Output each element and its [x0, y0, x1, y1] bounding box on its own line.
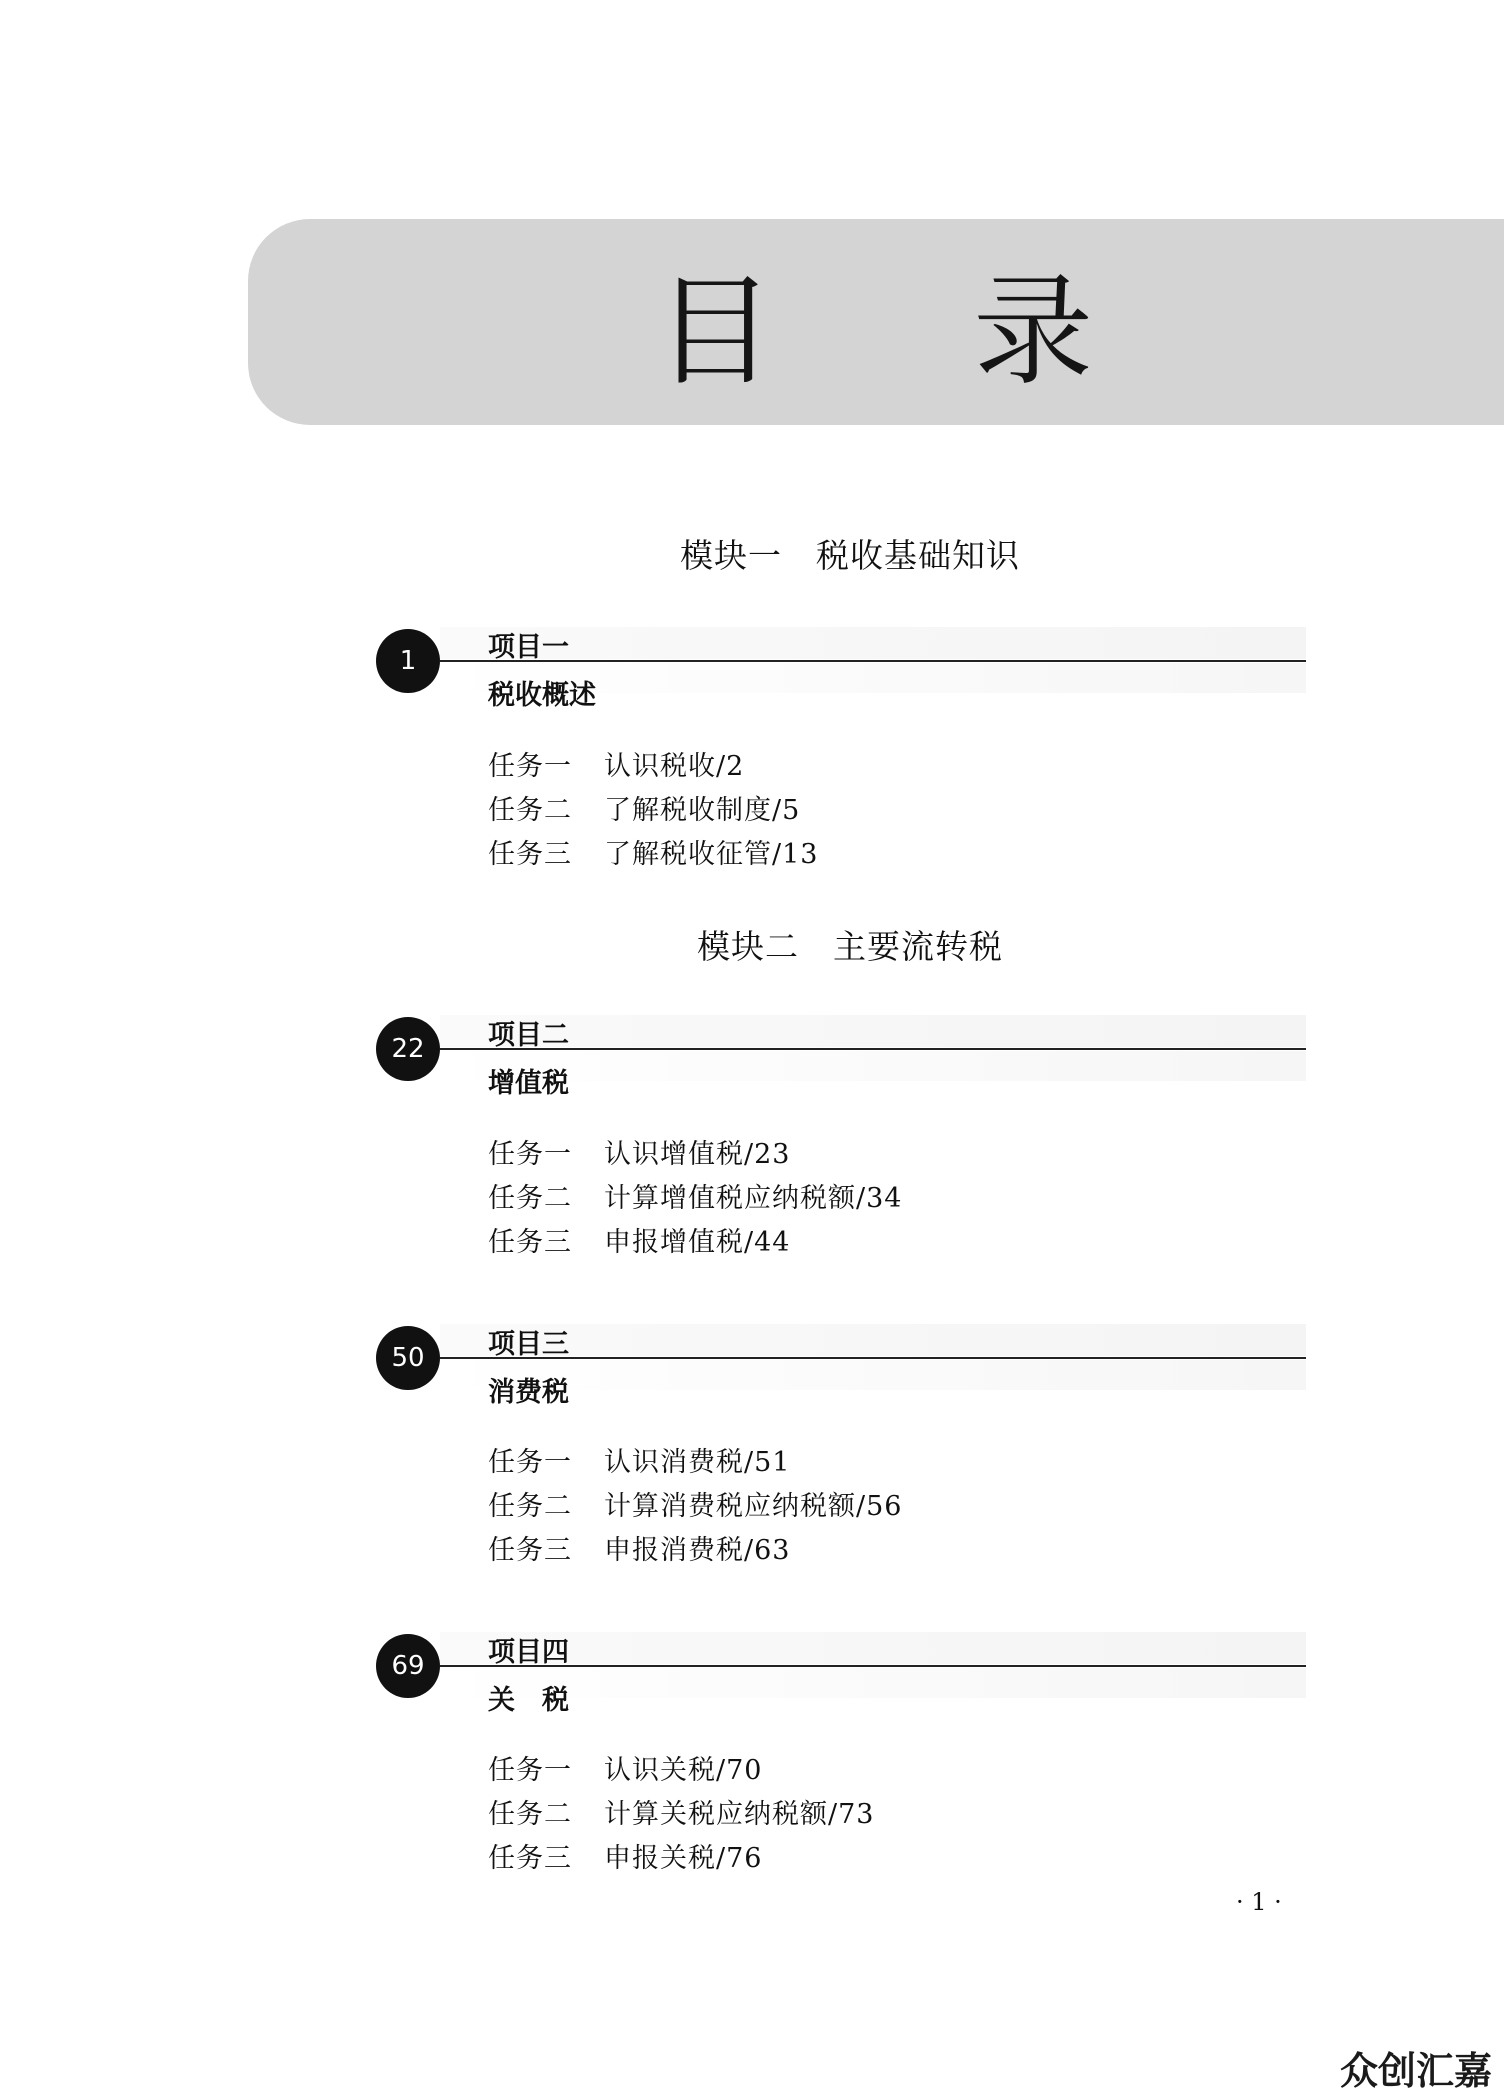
project-name: 税收概述	[488, 680, 596, 711]
project-label: 项目四	[488, 1637, 569, 1668]
header-shade	[440, 1360, 1306, 1390]
divider-line	[440, 1048, 1306, 1050]
task-entry[interactable]	[488, 789, 818, 833]
header-shade	[440, 1015, 1306, 1047]
task-label: 任务一	[488, 1755, 572, 1786]
project-header	[376, 623, 1306, 713]
project-header	[376, 1320, 1306, 1410]
task-text: 计算增值税应纳税额/34	[604, 1183, 903, 1214]
task-label: 任务二	[488, 1799, 572, 1830]
task-text: 认识税收/2	[604, 751, 745, 782]
page-badge: 22	[376, 1017, 440, 1081]
task-text: 了解税收制度/5	[604, 795, 801, 826]
watermark-logo: 众创汇嘉	[1340, 2049, 1493, 2093]
project-name: 消费税	[488, 1377, 569, 1408]
task-label: 任务一	[488, 1139, 572, 1170]
task-label: 任务三	[488, 1535, 572, 1566]
page-title: 目 录	[654, 263, 1174, 402]
page-badge: 69	[376, 1634, 440, 1698]
project-label: 项目三	[488, 1329, 569, 1360]
task-text: 计算消费税应纳税额/56	[604, 1491, 903, 1522]
task-text: 认识消费税/51	[604, 1447, 791, 1478]
task-entry[interactable]	[488, 1221, 902, 1265]
header-shade	[440, 1632, 1306, 1664]
task-text: 计算关税应纳税额/73	[604, 1799, 875, 1830]
title-band	[248, 219, 1504, 425]
header-shade	[440, 627, 1306, 659]
task-label: 任务二	[488, 795, 572, 826]
page-badge: 1	[376, 629, 440, 693]
task-entry[interactable]	[488, 745, 818, 789]
task-text: 认识关税/70	[604, 1755, 763, 1786]
task-list	[488, 1133, 902, 1265]
task-text: 认识增值税/23	[604, 1139, 791, 1170]
task-list	[488, 745, 818, 877]
project-header	[376, 1011, 1306, 1101]
task-label: 任务一	[488, 1447, 572, 1478]
task-entry[interactable]	[488, 1837, 874, 1881]
task-text: 申报关税/76	[604, 1843, 763, 1874]
project-name: 关 税	[488, 1685, 569, 1716]
divider-line	[440, 1357, 1306, 1359]
task-text: 申报消费税/63	[604, 1535, 791, 1566]
header-shade	[440, 1051, 1306, 1081]
task-entry[interactable]	[488, 1133, 902, 1177]
module-heading: 模块二 主要流转税	[697, 927, 1003, 966]
task-list	[488, 1749, 874, 1881]
page-number: · 1 ·	[1236, 1888, 1282, 1916]
divider-line	[440, 660, 1306, 662]
task-label: 任务三	[488, 1843, 572, 1874]
task-entry[interactable]	[488, 833, 818, 877]
header-shade	[440, 1668, 1306, 1698]
task-label: 任务三	[488, 1227, 572, 1258]
task-label: 任务一	[488, 751, 572, 782]
task-entry[interactable]	[488, 1177, 902, 1221]
page-badge: 50	[376, 1326, 440, 1390]
task-list	[488, 1441, 902, 1573]
task-text: 了解税收征管/13	[604, 839, 819, 870]
task-label: 任务二	[488, 1183, 572, 1214]
project-header	[376, 1628, 1306, 1718]
project-label: 项目一	[488, 632, 569, 663]
task-text: 申报增值税/44	[604, 1227, 791, 1258]
module-heading: 模块一 税收基础知识	[680, 536, 1020, 575]
task-entry[interactable]	[488, 1485, 902, 1529]
task-entry[interactable]	[488, 1793, 874, 1837]
task-label: 任务二	[488, 1491, 572, 1522]
task-entry[interactable]	[488, 1749, 874, 1793]
divider-line	[440, 1665, 1306, 1667]
project-label: 项目二	[488, 1020, 569, 1051]
header-shade	[440, 1324, 1306, 1356]
task-entry[interactable]	[488, 1529, 902, 1573]
task-entry[interactable]	[488, 1441, 902, 1485]
project-name: 增值税	[488, 1068, 569, 1099]
task-label: 任务三	[488, 839, 572, 870]
